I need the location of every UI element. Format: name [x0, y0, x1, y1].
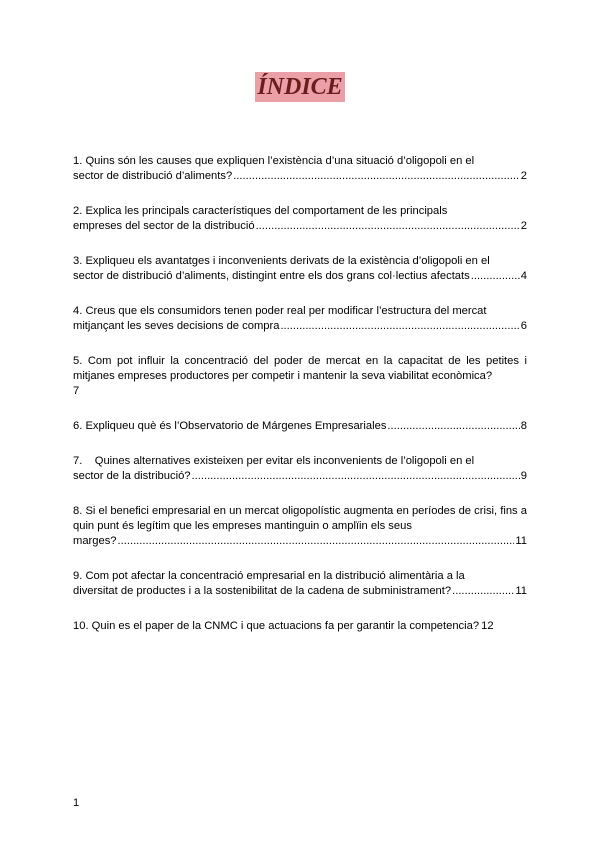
toc-entry-line [73, 219, 527, 234]
toc-entry-text: mitjançant les seves decisions de compra [73, 320, 280, 332]
toc-entry-text: 5. Com pot influir la concentració del poder de mercat en la capacitat de les petites i mitjanes empreses productores per competir i mantenir la seva viabilitat econòmica? [73, 355, 527, 382]
toc-leader-dots [280, 319, 519, 334]
toc-page-number: 9 [520, 470, 527, 482]
toc-entry-8[interactable] [73, 504, 527, 549]
toc-entry-text: 1. Quins són les causes que expliquen l’existència d’una situació d’oligopoli en el [73, 155, 475, 167]
toc-entry-text: sector de distribució d’aliments? [73, 170, 233, 182]
toc-entry-text: 9. Com pot afectar la concentració empresarial en la distribució alimentària a la [73, 570, 465, 582]
toc-entry-text: sector de la distribució? [73, 470, 191, 482]
toc-page-number: 11 [515, 585, 527, 597]
toc-leader-dots [233, 169, 520, 184]
toc-entry-text: 2. Explica les principals característiques del comportament de les principals [73, 205, 448, 217]
toc-page-number: 2 [520, 220, 527, 232]
toc-leader-dots [471, 269, 520, 284]
toc-leader-dots [387, 419, 519, 434]
toc-entry-text: 8. Si el benefici empresarial en un mercat oligopolístic augmenta en períodes de crisi, fins a quin punt és legítim que les empreses mantinguin o amplïin els seus [73, 505, 527, 532]
toc-leader-dots [118, 534, 515, 549]
toc-entry-6[interactable] [73, 419, 527, 434]
toc-leader-dots [452, 584, 514, 599]
toc-entry-line [73, 169, 527, 184]
toc-page-number: 8 [520, 420, 527, 432]
toc-entry-line [73, 419, 527, 434]
toc-page-number: 4 [520, 270, 527, 282]
toc-page-number: 11 [515, 535, 527, 547]
toc-entry-3[interactable] [73, 254, 527, 284]
toc-entry-line [73, 534, 527, 549]
toc-entry-2[interactable] [73, 204, 527, 234]
toc-leader-dots [256, 219, 520, 234]
toc-entry-text: diversitat de productes i a la sostenibilitat de la cadena de subministrament? [73, 585, 452, 597]
toc-entry-text: empreses del sector de la distribució [73, 220, 255, 232]
toc-entry-text: 4. Creus que els consumidors tenen poder real per modificar l’estructura del mercat [73, 305, 487, 317]
toc-entry-text: marges? [73, 535, 117, 547]
footer-page-number: 1 [73, 797, 80, 809]
toc-leader-dots [192, 469, 520, 484]
toc-entry-text: 10. Quin es el paper de la CNMC i que actuacions fa per garantir la competencia? [73, 620, 480, 632]
toc-entry-text: 3. Expliqueu els avantatges i inconvenients derivats de la existència d’oligopoli en el [73, 255, 490, 267]
toc-entry-text: 7. Quines alternatives existeixen per evitar els inconvenients de l’oligopoli en el [73, 455, 475, 467]
toc-entry-line [73, 584, 527, 599]
table-of-contents [73, 154, 527, 654]
toc-page-number: 7 [73, 385, 80, 397]
toc-entry-1[interactable] [73, 154, 527, 184]
page-title: ÍNDICE [257, 74, 343, 100]
toc-entry-5[interactable] [73, 354, 527, 399]
toc-entry-text: sector de distribució d’aliments, distingint entre els dos grans col·lectius afectats [73, 270, 470, 282]
toc-entry-10[interactable] [73, 619, 527, 634]
toc-entry-7[interactable] [73, 454, 527, 484]
title-container [0, 72, 600, 102]
toc-entry-line [73, 469, 527, 484]
toc-entry-line [73, 619, 527, 634]
toc-entry-line [73, 269, 527, 284]
toc-entry-9[interactable] [73, 569, 527, 599]
toc-page-number: 12 [481, 620, 494, 632]
toc-page-number: 2 [520, 170, 527, 182]
toc-page-number: 6 [520, 320, 527, 332]
toc-entry-text: 6. Expliqueu què és l’Observatorio de Márgenes Empresariales [73, 420, 387, 432]
toc-entry-line [73, 319, 527, 334]
toc-entry-4[interactable] [73, 304, 527, 334]
